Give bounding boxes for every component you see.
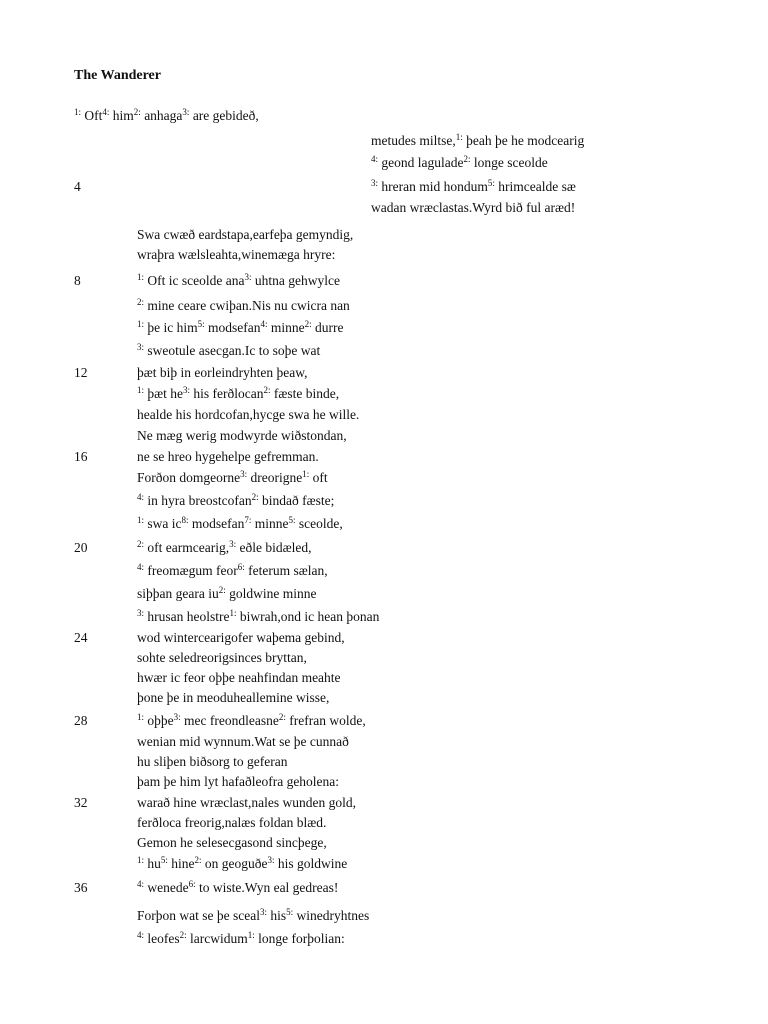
verse-text: biwrah, (236, 609, 281, 624)
poem-line (137, 795, 356, 811)
poem-line (137, 774, 339, 790)
word-order-marker: 3: (267, 855, 275, 865)
verse-text: longe sceolde (470, 155, 548, 170)
word-order-marker: 3: (244, 272, 252, 282)
poem-line (137, 931, 345, 947)
word-order-marker: 1: (137, 385, 145, 395)
verse-text: ferðloca freorig, (137, 815, 225, 830)
poem-line (371, 133, 584, 149)
word-order-marker: 4: (137, 492, 145, 502)
verse-text: Forþon wat se þe sceal (137, 908, 260, 923)
verse-text: wod wintercearig (137, 630, 232, 645)
verse-text: him (109, 108, 134, 123)
word-order-marker: 2: (278, 712, 286, 722)
verse-text: metudes miltse, (371, 133, 456, 148)
poem-line (371, 200, 575, 216)
verse-text: wyrde wiðstondan, (243, 428, 347, 443)
verse-text: Ne mæg werig mod (137, 428, 244, 443)
document-title: The Wanderer (74, 68, 161, 83)
word-order-marker: 7: (244, 515, 252, 525)
verse-text: uhtna gehwylce (251, 273, 340, 288)
verse-text: minne (267, 320, 305, 335)
verse-text: on geoguðe (201, 856, 268, 871)
word-order-marker: 2: (463, 154, 471, 164)
line-number: 28 (74, 713, 88, 728)
word-order-marker: 3: (371, 178, 379, 188)
poem-line (137, 609, 379, 625)
verse-text: larcwidum (186, 931, 248, 946)
word-order-marker: 3: (182, 107, 190, 117)
word-order-marker: 1: (229, 608, 237, 618)
verse-text: his ferðlocan (190, 386, 264, 401)
poem-line (137, 908, 369, 924)
verse-text: leofra geholena: (251, 774, 340, 789)
word-order-marker: 2: (137, 539, 145, 549)
poem-line (137, 835, 327, 851)
poem-line (137, 227, 353, 243)
verse-text: anhaga (140, 108, 183, 123)
word-order-marker: 4: (371, 154, 379, 164)
verse-text: his goldwine (274, 856, 348, 871)
verse-text: indryhten þeaw, (221, 365, 308, 380)
line-number: 24 (74, 630, 88, 645)
poem-line (137, 630, 345, 646)
poem-line (137, 470, 328, 486)
verse-text: mine ceare cwiþan. (144, 298, 252, 313)
verse-text: mec freondleasne (180, 713, 279, 728)
verse-text: helpe gefremman. (221, 449, 319, 464)
verse-text: þone þe in meoduhealle (137, 690, 266, 705)
verse-text: durre (311, 320, 344, 335)
word-order-marker: 3: (137, 608, 145, 618)
verse-text: leofes (144, 931, 180, 946)
verse-text: oþþe (144, 713, 174, 728)
word-order-marker: 4: (137, 879, 145, 889)
poem-line (137, 670, 341, 686)
word-order-marker: 4: (137, 562, 145, 572)
verse-text: wadan wræclastas. (371, 200, 473, 215)
verse-text: winedryhtnes (293, 908, 370, 923)
verse-text: healde his hordcofan, (137, 407, 253, 422)
poem-line (371, 179, 576, 195)
verse-text: hrusan heolstre (144, 609, 230, 624)
word-order-marker: 1: (74, 107, 82, 117)
verse-text: wraþra wælsleahta, (137, 247, 242, 262)
poem-line (137, 449, 319, 465)
verse-text: Wyn eal gedreas! (244, 880, 339, 895)
poem-line (137, 516, 343, 532)
word-order-marker: 2: (251, 492, 259, 502)
verse-text: modsefan (188, 516, 245, 531)
word-order-marker: 1: (137, 272, 145, 282)
poem-line (137, 586, 316, 602)
word-order-marker: 2: (133, 107, 141, 117)
verse-text: sinces bryttan, (228, 650, 307, 665)
poem-line (137, 563, 328, 579)
verse-text: his (266, 908, 287, 923)
verse-text: hreran mid hondum (378, 179, 488, 194)
word-order-marker: 2: (179, 930, 187, 940)
verse-text: þe ic him (144, 320, 198, 335)
verse-text: modsefan (204, 320, 261, 335)
verse-text: sweotule asecgan. (144, 343, 245, 358)
verse-text: minne (251, 516, 289, 531)
verse-text: Wyrd bið ful aræd! (472, 200, 576, 215)
verse-text: ofer waþema gebind, (231, 630, 345, 645)
verse-text: nalæs foldan blæd. (224, 815, 327, 830)
verse-text: in hyra breostcofan (144, 493, 252, 508)
verse-text: hwær ic feor oþþe neah (137, 670, 264, 685)
verse-text: sohte seledreorig (137, 650, 229, 665)
verse-text: freomægum feor (144, 563, 238, 578)
word-order-marker: 1: (137, 319, 145, 329)
word-order-marker: 6: (237, 562, 245, 572)
verse-text: Ic to soþe wat (244, 343, 321, 358)
poem-line (137, 713, 366, 729)
verse-text: mine wisse, (265, 690, 330, 705)
word-order-marker: 2: (218, 585, 226, 595)
word-order-marker: 4: (137, 930, 145, 940)
word-order-marker: 1: (137, 515, 145, 525)
verse-text: hrimcealde sæ (494, 179, 576, 194)
verse-text: are gebideð, (189, 108, 259, 123)
verse-text: sceolde, (295, 516, 343, 531)
word-order-marker: 2: (304, 319, 312, 329)
verse-text: fæste binde, (270, 386, 340, 401)
line-number: 20 (74, 540, 88, 555)
word-order-marker: 4: (260, 319, 268, 329)
poem-line (137, 754, 287, 770)
verse-text: Swa cwæð eardstapa, (137, 227, 253, 242)
poem-line (137, 493, 334, 509)
verse-text: Oft (81, 108, 103, 123)
verse-text: þam þe him lyt hafað (137, 774, 252, 789)
line-number: 16 (74, 449, 88, 464)
verse-text: goldwine minne (225, 586, 317, 601)
poem-line (137, 343, 320, 359)
verse-text: Wat se þe cunnað (254, 734, 349, 749)
verse-text: sorg to geferan (206, 754, 288, 769)
word-order-marker: 2: (194, 855, 202, 865)
verse-text: frefran wolde, (285, 713, 366, 728)
verse-text: þeah þe he modcearig (462, 133, 585, 148)
line-number: 4 (74, 179, 81, 194)
verse-text: hu sliþen bið (137, 754, 207, 769)
word-order-marker: 5: (286, 907, 294, 917)
word-order-marker: 5: (160, 855, 168, 865)
poem-line (137, 428, 347, 444)
word-order-marker: 1: (137, 855, 145, 865)
poem-line (137, 856, 347, 872)
verse-text: ne se hreo hyge (137, 449, 222, 464)
poem-line (137, 690, 329, 706)
poem-line (137, 880, 338, 896)
poem-line (137, 298, 350, 314)
verse-text: hine (167, 856, 195, 871)
poem-line (371, 155, 548, 171)
poem-line (137, 734, 349, 750)
verse-text: swa ic (144, 516, 182, 531)
verse-text: hu (144, 856, 161, 871)
poem-line (137, 407, 359, 423)
word-order-marker: 2: (263, 385, 271, 395)
verse-text: oft (309, 470, 328, 485)
poem-line (137, 247, 335, 263)
word-order-marker: 4: (102, 107, 110, 117)
word-order-marker: 8: (181, 515, 189, 525)
poem-line (137, 540, 311, 556)
word-order-marker: 3: (173, 712, 181, 722)
word-order-marker: 3: (229, 539, 237, 549)
verse-text: ond sincþege, (252, 835, 327, 850)
verse-text: earfeþa gemyndig, (252, 227, 354, 242)
word-order-marker: 1: (455, 132, 463, 142)
verse-text: bindað fæste; (258, 493, 335, 508)
word-order-marker: 3: (240, 469, 248, 479)
poem-line (74, 108, 259, 124)
poem-line (137, 273, 340, 289)
poem-line (137, 365, 307, 381)
word-order-marker: 1: (137, 712, 145, 722)
verse-text: Gemon he selesecgas (137, 835, 253, 850)
verse-text: winemæga hryre: (241, 247, 336, 262)
verse-text: dreorigne (247, 470, 303, 485)
word-order-marker: 5: (288, 515, 296, 525)
verse-text: to wiste. (195, 880, 245, 895)
verse-text: wenede (144, 880, 189, 895)
verse-text: þæt biþ in eorle (137, 365, 222, 380)
verse-text: hycge swa he wille. (252, 407, 360, 422)
word-order-marker: 3: (137, 342, 145, 352)
verse-text: Oft ic sceolde ana (144, 273, 245, 288)
word-order-marker: 6: (188, 879, 196, 889)
poem-line (137, 320, 344, 336)
verse-text: eðle bidæled, (236, 540, 312, 555)
verse-text: wenian mid wynnum. (137, 734, 255, 749)
line-number: 8 (74, 273, 81, 288)
word-order-marker: 3: (183, 385, 191, 395)
verse-text: Forðon domgeorne (137, 470, 241, 485)
poem-line (137, 650, 307, 666)
verse-text: longe forþolian: (254, 931, 345, 946)
verse-text: siþþan geara iu (137, 586, 219, 601)
line-number: 12 (74, 365, 88, 380)
line-number: 36 (74, 880, 88, 895)
verse-text: findan meahte (263, 670, 341, 685)
poem-line (137, 815, 326, 831)
word-order-marker: 1: (302, 469, 310, 479)
word-order-marker: 5: (487, 178, 495, 188)
verse-text: þæt he (144, 386, 184, 401)
verse-text: geond lagulade (378, 155, 464, 170)
verse-text: oft earmcearig, (144, 540, 230, 555)
verse-text: Nis nu cwicra nan (251, 298, 350, 313)
verse-text: ond ic hean þonan (280, 609, 380, 624)
poem-line (137, 386, 339, 402)
verse-text: warað hine wræclast, (137, 795, 252, 810)
verse-text: nales wunden gold, (251, 795, 356, 810)
verse-text: feterum sælan, (244, 563, 328, 578)
word-order-marker: 3: (259, 907, 267, 917)
word-order-marker: 1: (247, 930, 255, 940)
word-order-marker: 2: (137, 297, 145, 307)
line-number: 32 (74, 795, 88, 810)
word-order-marker: 5: (197, 319, 205, 329)
